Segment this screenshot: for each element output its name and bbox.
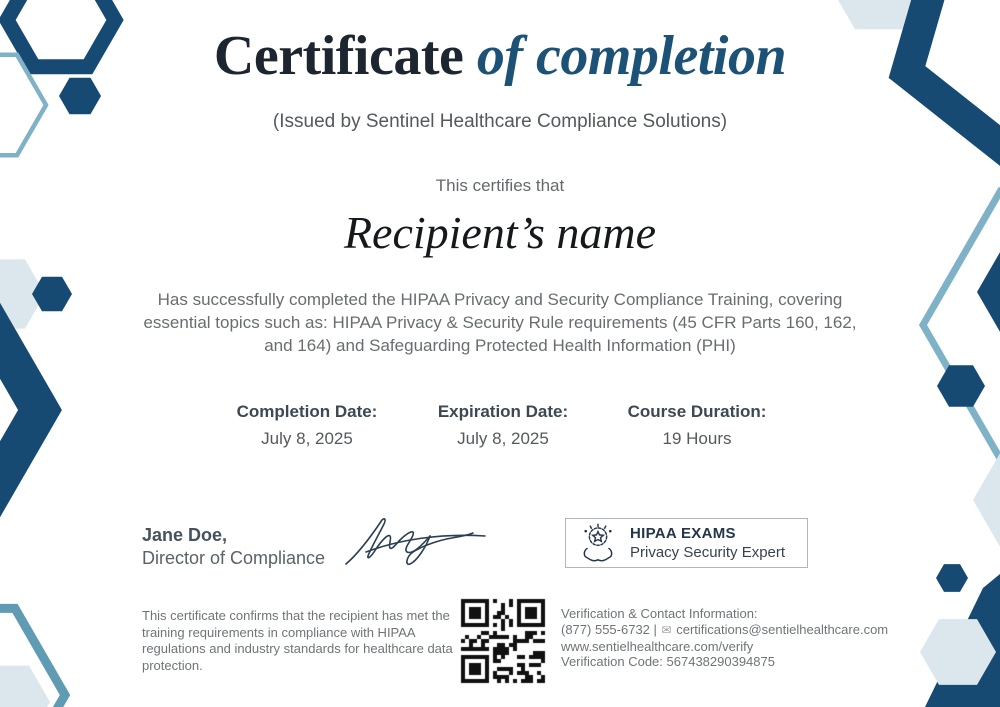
completion-date-value: July 8, 2025 — [261, 429, 353, 448]
verification-code-line — [561, 654, 888, 670]
email-icon: ✉ — [661, 622, 672, 637]
separator: | — [653, 621, 657, 637]
certifies-label: This certifies that — [435, 176, 565, 195]
badge-org-name: HIPAA EXAMS — [630, 525, 736, 542]
verification-code: 567438290394875 — [666, 654, 775, 670]
email-address: certifications@sentielhealthcare.com — [676, 621, 889, 637]
contact-line — [561, 622, 888, 639]
completion-date-label: Completion Date: — [236, 402, 378, 421]
signer-block — [142, 524, 325, 570]
verification-heading: Verification & Contact Information: — [561, 606, 758, 621]
expiration-date-block — [408, 402, 598, 449]
issuer-badge — [565, 518, 808, 568]
certificate-title — [0, 26, 1000, 88]
verify-url: www.sentielhealthcare.com/verify — [561, 638, 754, 654]
course-duration-block — [602, 402, 792, 449]
course-duration-label: Course Duration: — [627, 402, 767, 421]
badge-subtitle: Privacy Security Expert — [630, 544, 786, 561]
course-description: Has successfully completed the HIPAA Privacy and Security Compliance Training, covering essential topics such as: HIPAA Privacy & Security Rule requirements (45 CFR Parts 160, 162, and 164) and Safeguarding Protected Health Information (PHI) — [143, 290, 857, 355]
title-main: Certificate — [213, 25, 464, 87]
recipient-name: Recipient’s name — [343, 207, 657, 258]
verification-code-label: Verification Code: — [561, 654, 663, 670]
phone-number: (877) 555-6732 — [561, 621, 650, 637]
title-accent: of completion — [476, 25, 787, 87]
badge-text — [630, 524, 785, 562]
expiration-date-label: Expiration Date: — [437, 402, 569, 421]
completion-date-block — [212, 402, 402, 449]
course-duration-value: 19 Hours — [662, 429, 732, 448]
verification-block — [561, 606, 888, 670]
title-space — [463, 25, 477, 87]
hands-holding-badge-icon — [578, 523, 618, 563]
signer-title: Director of Compliance — [142, 548, 326, 568]
expiration-date-value: July 8, 2025 — [457, 429, 549, 448]
disclaimer-text: This certificate confirms that the recipient has met the training requirements in compliance with HIPAA regulations and industry standards for healthcare data protection. — [142, 608, 453, 673]
signature-icon — [338, 506, 488, 568]
issuer-line: (Issued by Sentinel Healthcare Compliance Solutions) — [272, 111, 728, 132]
signer-name: Jane Doe, — [142, 525, 228, 545]
qr-code — [460, 598, 546, 684]
